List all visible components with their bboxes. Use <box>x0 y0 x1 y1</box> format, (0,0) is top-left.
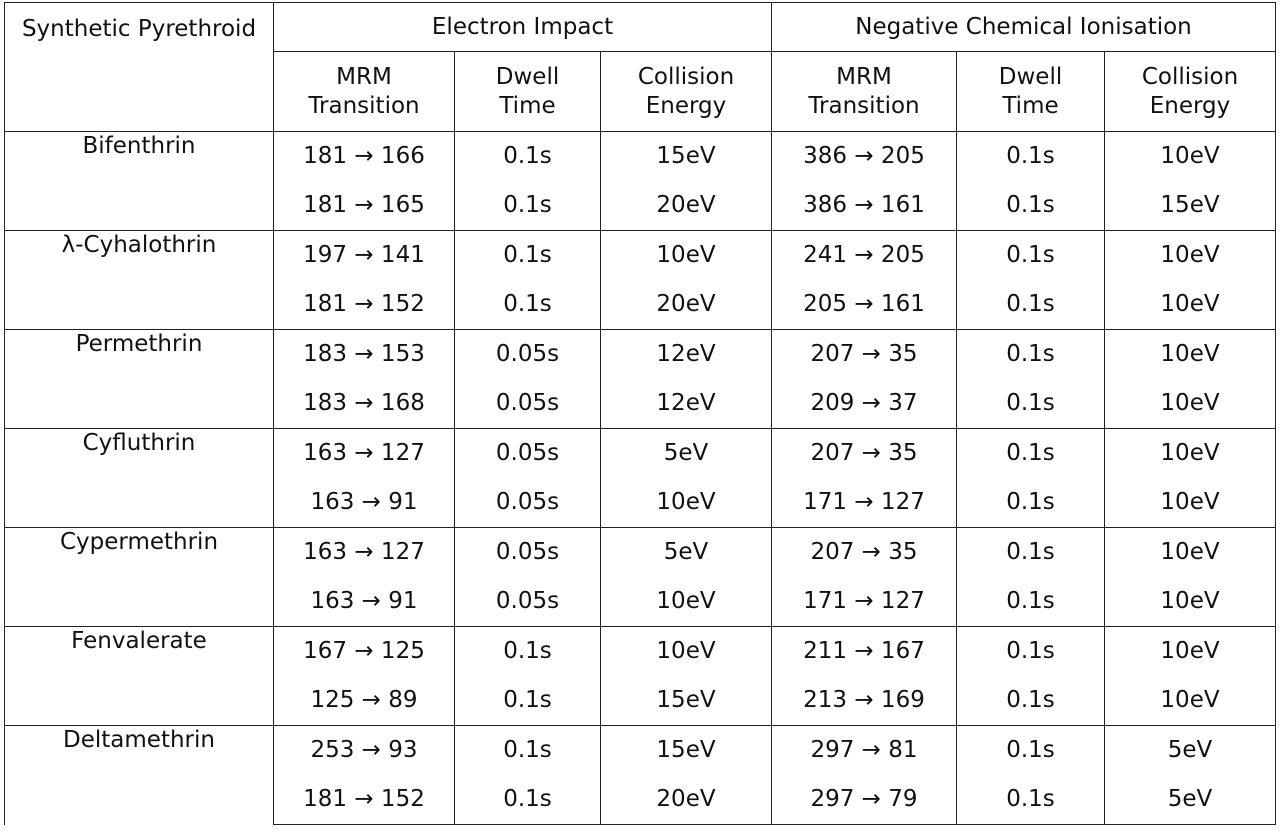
header-text: MRM <box>836 63 892 90</box>
nci-mrm-cell: 205 → 161 <box>772 280 957 330</box>
compound-name: λ-Cyhalothrin <box>5 231 274 330</box>
header-nci-mrm-transition <box>772 52 957 132</box>
compound-name: Cypermethrin <box>5 528 274 627</box>
nci-ce-cell: 10eV <box>1105 429 1276 479</box>
compound-name: Cyfluthrin <box>5 429 274 528</box>
ei-ce-cell: 12eV <box>601 379 772 429</box>
ei-ce-cell: 20eV <box>601 280 772 330</box>
ei-ce-cell: 20eV <box>601 181 772 231</box>
ei-ce-cell: 10eV <box>601 478 772 528</box>
ei-ce-cell: 10eV <box>601 577 772 627</box>
nci-ce-cell: 10eV <box>1105 627 1276 677</box>
header-text: Time <box>1002 92 1059 119</box>
ei-dwell-cell: 0.1s <box>455 627 601 677</box>
header-text: Time <box>499 92 556 119</box>
table-row <box>5 330 1276 380</box>
ei-dwell-cell: 0.1s <box>455 676 601 726</box>
ei-ce-cell: 15eV <box>601 726 772 776</box>
ei-mrm-cell: 181 → 165 <box>274 181 455 231</box>
header-nci-dwell-time <box>957 52 1105 132</box>
table-row <box>5 528 1276 578</box>
compound-name: Permethrin <box>5 330 274 429</box>
nci-ce-cell: 10eV <box>1105 577 1276 627</box>
nci-dwell-cell: 0.1s <box>957 379 1105 429</box>
header-text: Collision <box>1141 63 1239 90</box>
ei-ce-cell: 5eV <box>601 429 772 479</box>
nci-ce-cell: 10eV <box>1105 379 1276 429</box>
header-ei-mrm-transition <box>274 52 455 132</box>
nci-mrm-cell: 386 → 205 <box>772 132 957 182</box>
compound-name: Deltamethrin <box>5 726 274 825</box>
nci-mrm-cell: 207 → 35 <box>772 429 957 479</box>
ei-mrm-cell: 167 → 125 <box>274 627 455 677</box>
table-row <box>5 429 1276 479</box>
nci-ce-cell: 10eV <box>1105 330 1276 380</box>
nci-dwell-cell: 0.1s <box>957 280 1105 330</box>
nci-mrm-cell: 207 → 35 <box>772 528 957 578</box>
nci-ce-cell: 10eV <box>1105 478 1276 528</box>
nci-mrm-cell: 171 → 127 <box>772 478 957 528</box>
ei-mrm-cell: 125 → 89 <box>274 676 455 726</box>
header-text: Dwell <box>495 63 560 90</box>
nci-dwell-cell: 0.1s <box>957 726 1105 776</box>
nci-mrm-cell: 209 → 37 <box>772 379 957 429</box>
ei-mrm-cell: 181 → 152 <box>274 280 455 330</box>
nci-dwell-cell: 0.1s <box>957 627 1105 677</box>
pyrethroid-mrm-table <box>4 2 1276 825</box>
nci-dwell-cell: 0.1s <box>957 429 1105 479</box>
header-text: MRM <box>336 63 392 90</box>
header-text: Collision <box>637 63 735 90</box>
ei-dwell-cell: 0.05s <box>455 577 601 627</box>
ei-mrm-cell: 163 → 127 <box>274 429 455 479</box>
header-text: Transition <box>808 92 920 119</box>
nci-mrm-cell: 297 → 79 <box>772 775 957 825</box>
table-row <box>5 231 1276 281</box>
header-text: Transition <box>308 92 420 119</box>
nci-ce-cell: 15eV <box>1105 181 1276 231</box>
nci-ce-cell: 10eV <box>1105 528 1276 578</box>
ei-dwell-cell: 0.1s <box>455 775 601 825</box>
compound-name: Fenvalerate <box>5 627 274 726</box>
ei-dwell-cell: 0.1s <box>455 132 601 182</box>
ei-mrm-cell: 163 → 91 <box>274 478 455 528</box>
nci-mrm-cell: 241 → 205 <box>772 231 957 281</box>
ei-ce-cell: 15eV <box>601 676 772 726</box>
nci-dwell-cell: 0.1s <box>957 478 1105 528</box>
header-text: Energy <box>645 92 727 119</box>
header-negative-chemical-ionisation: Negative Chemical Ionisation <box>772 3 1276 52</box>
ei-ce-cell: 5eV <box>601 528 772 578</box>
header-text: Energy <box>1149 92 1231 119</box>
table-row <box>5 132 1276 182</box>
header-text: Dwell <box>998 63 1063 90</box>
nci-dwell-cell: 0.1s <box>957 330 1105 380</box>
nci-mrm-cell: 213 → 169 <box>772 676 957 726</box>
ei-dwell-cell: 0.05s <box>455 429 601 479</box>
nci-mrm-cell: 297 → 81 <box>772 726 957 776</box>
ei-mrm-cell: 163 → 91 <box>274 577 455 627</box>
ei-ce-cell: 10eV <box>601 627 772 677</box>
ei-mrm-cell: 181 → 152 <box>274 775 455 825</box>
header-electron-impact: Electron Impact <box>274 3 772 52</box>
nci-mrm-cell: 211 → 167 <box>772 627 957 677</box>
nci-ce-cell: 5eV <box>1105 726 1276 776</box>
compound-name: Bifenthrin <box>5 132 274 231</box>
ei-ce-cell: 20eV <box>601 775 772 825</box>
nci-mrm-cell: 171 → 127 <box>772 577 957 627</box>
nci-mrm-cell: 386 → 161 <box>772 181 957 231</box>
nci-dwell-cell: 0.1s <box>957 132 1105 182</box>
nci-dwell-cell: 0.1s <box>957 528 1105 578</box>
ei-mrm-cell: 183 → 168 <box>274 379 455 429</box>
header-ei-dwell-time <box>455 52 601 132</box>
ei-mrm-cell: 163 → 127 <box>274 528 455 578</box>
ei-dwell-cell: 0.05s <box>455 528 601 578</box>
ei-ce-cell: 12eV <box>601 330 772 380</box>
nci-dwell-cell: 0.1s <box>957 676 1105 726</box>
nci-ce-cell: 10eV <box>1105 132 1276 182</box>
ei-dwell-cell: 0.1s <box>455 231 601 281</box>
ei-ce-cell: 15eV <box>601 132 772 182</box>
header-nci-collision-energy <box>1105 52 1276 132</box>
ei-mrm-cell: 183 → 153 <box>274 330 455 380</box>
header-row-groups <box>5 3 1276 52</box>
nci-ce-cell: 5eV <box>1105 775 1276 825</box>
ei-mrm-cell: 197 → 141 <box>274 231 455 281</box>
header-compound: Synthetic Pyrethroid <box>5 3 274 132</box>
nci-mrm-cell: 207 → 35 <box>772 330 957 380</box>
table-row <box>5 726 1276 776</box>
ei-dwell-cell: 0.05s <box>455 478 601 528</box>
ei-mrm-cell: 253 → 93 <box>274 726 455 776</box>
nci-dwell-cell: 0.1s <box>957 181 1105 231</box>
ei-dwell-cell: 0.1s <box>455 726 601 776</box>
ei-dwell-cell: 0.1s <box>455 280 601 330</box>
ei-dwell-cell: 0.05s <box>455 330 601 380</box>
nci-ce-cell: 10eV <box>1105 280 1276 330</box>
ei-mrm-cell: 181 → 166 <box>274 132 455 182</box>
header-ei-collision-energy <box>601 52 772 132</box>
ei-ce-cell: 10eV <box>601 231 772 281</box>
nci-dwell-cell: 0.1s <box>957 775 1105 825</box>
table-row <box>5 627 1276 677</box>
nci-ce-cell: 10eV <box>1105 676 1276 726</box>
ei-dwell-cell: 0.1s <box>455 181 601 231</box>
ei-dwell-cell: 0.05s <box>455 379 601 429</box>
nci-dwell-cell: 0.1s <box>957 577 1105 627</box>
nci-dwell-cell: 0.1s <box>957 231 1105 281</box>
nci-ce-cell: 10eV <box>1105 231 1276 281</box>
